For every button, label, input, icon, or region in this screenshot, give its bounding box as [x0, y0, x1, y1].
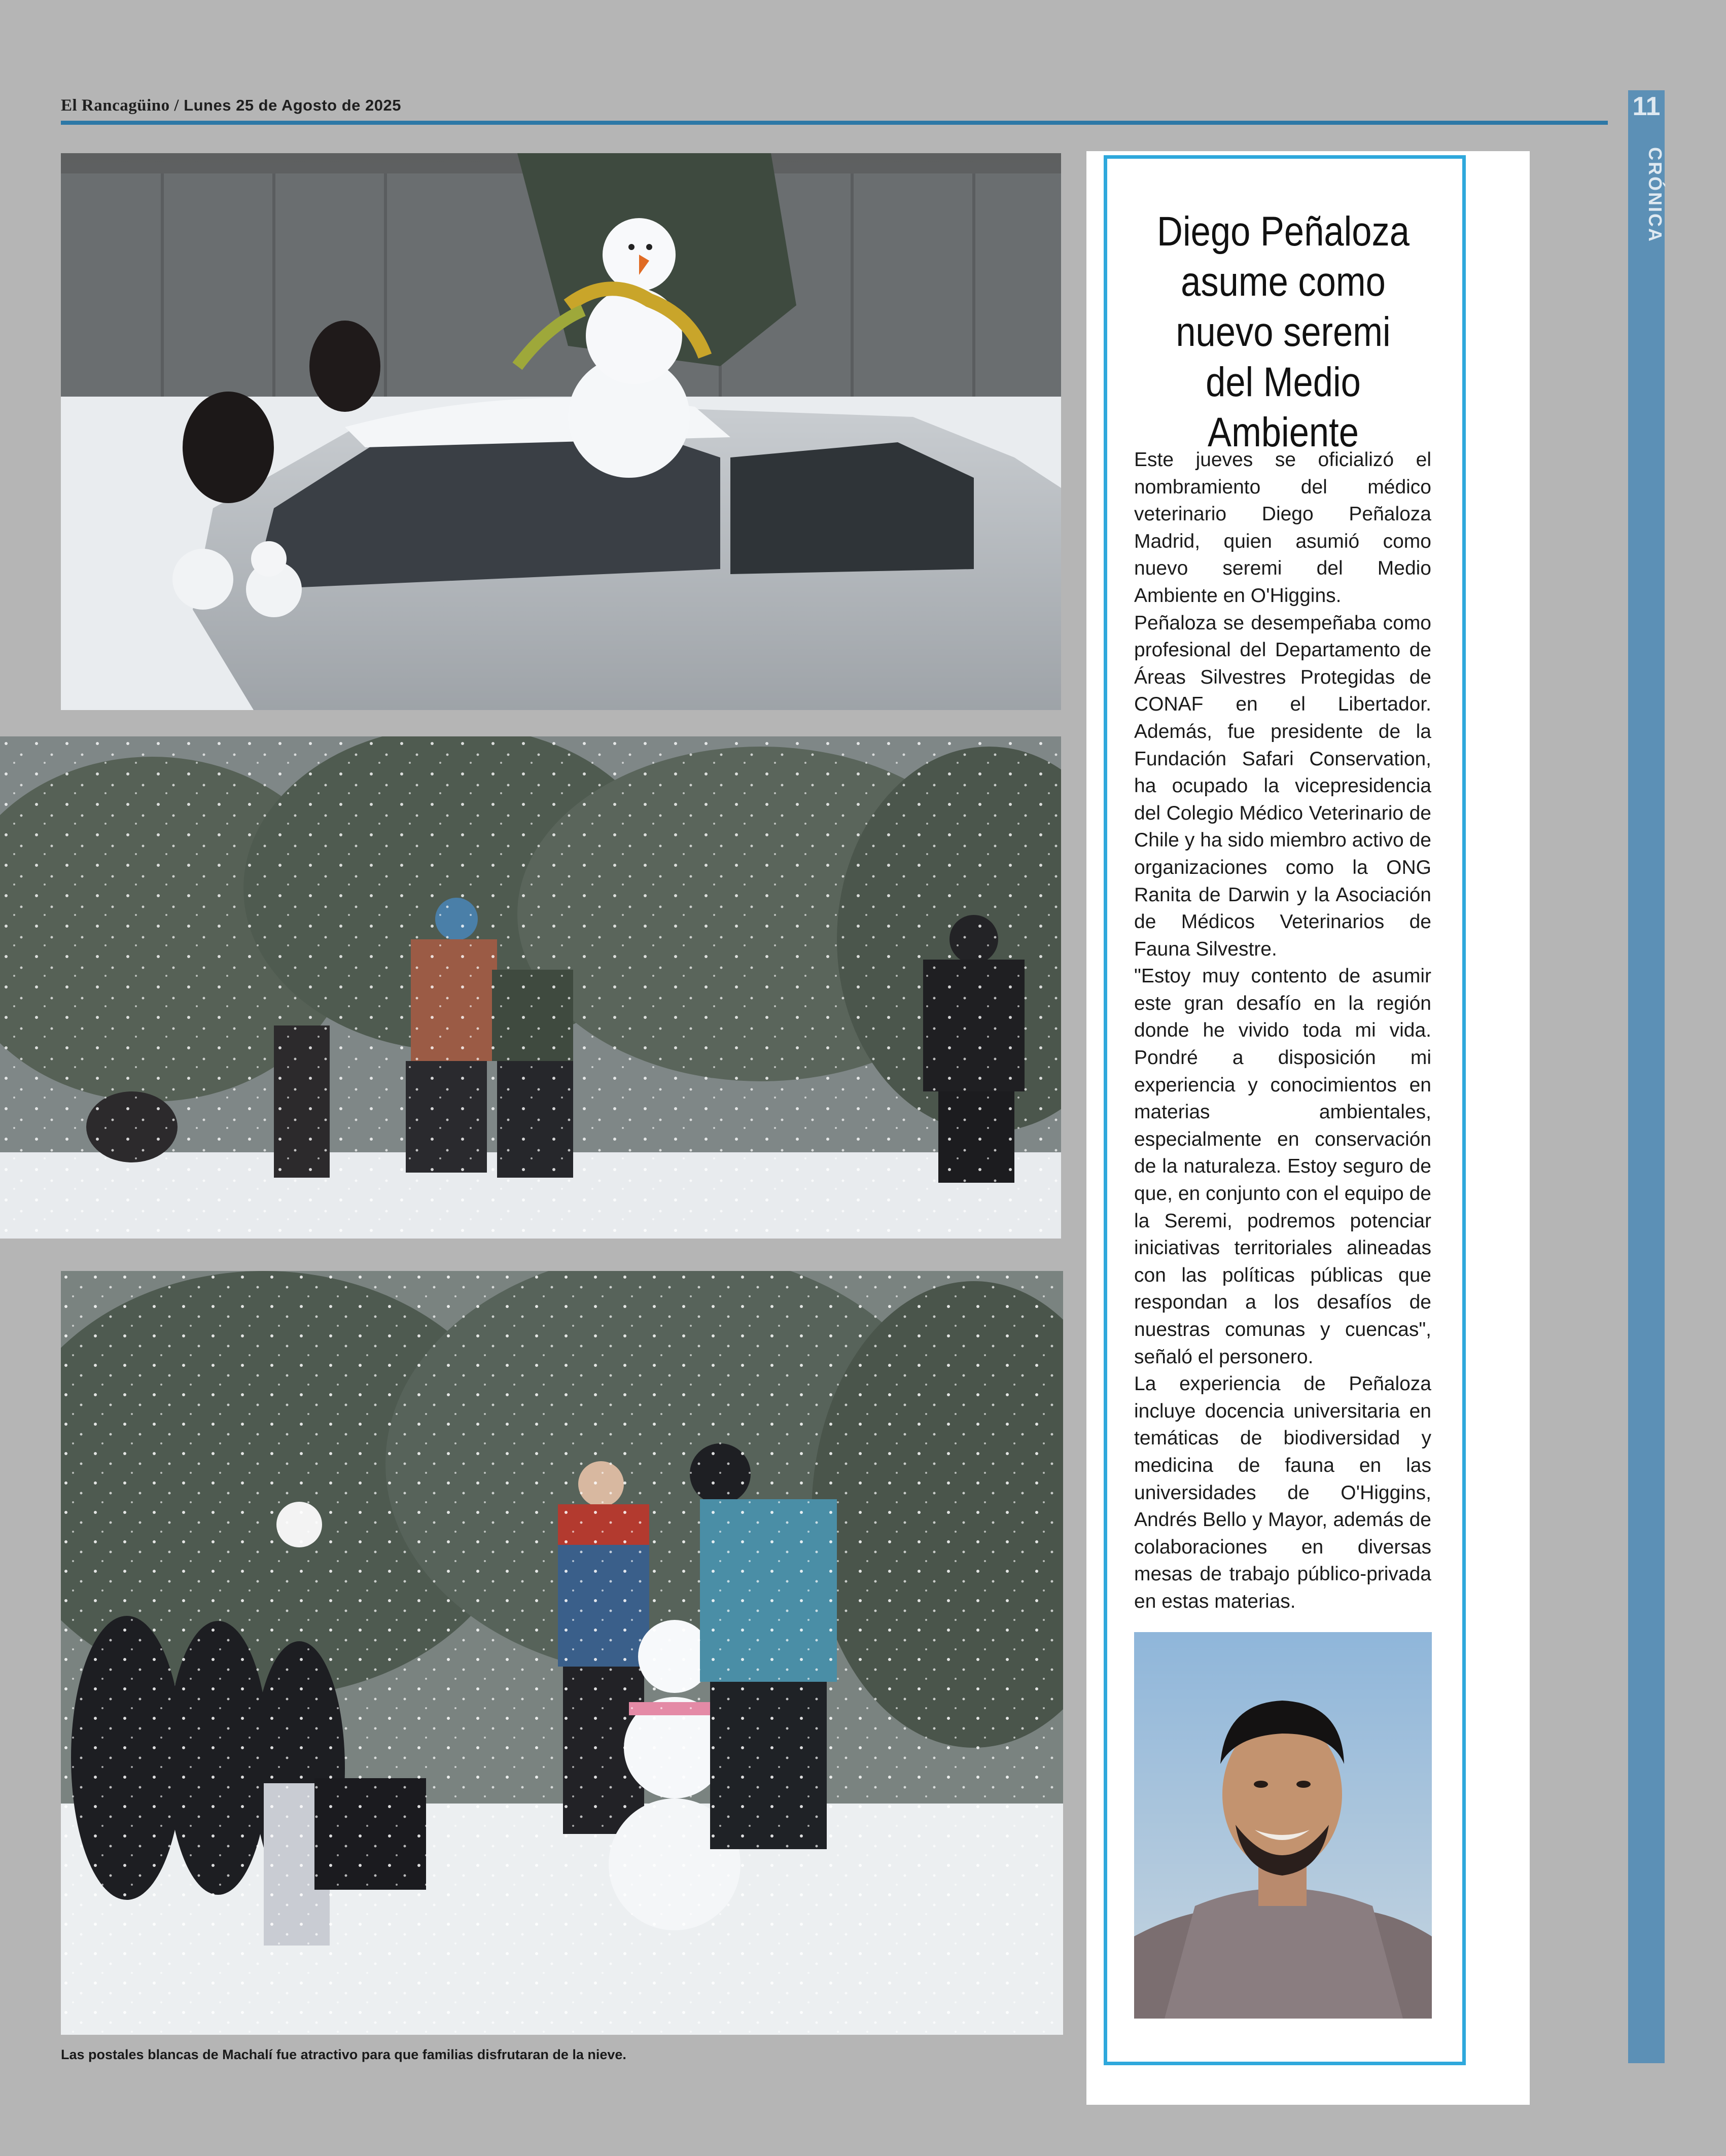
- headline-line: del Medio: [1206, 359, 1361, 405]
- publication-name: El Rancagüino /: [61, 96, 180, 115]
- article-body: [1134, 446, 1431, 1615]
- issue-date: Lunes 25 de Agosto de 2025: [184, 96, 401, 114]
- article-paragraph: Este jueves se oficializó el nombramiento del médico veterinario Diego Peñaloza Madrid, quien asumió como nuevo seremi del Medio Ambiente en O'Higgins.: [1134, 449, 1431, 607]
- header-rule: [61, 121, 1608, 125]
- article-paragraph: La experiencia de Peñaloza incluye docencia universitaria en temáticas de biodiversidad y medicina de fauna en las universidades de O'Higgins, Andrés Bello y Mayor, además de colaboraciones en diversas mesas de trabajo público-privada en estas materias.: [1134, 1373, 1431, 1612]
- headline-line: Diego Peñaloza: [1157, 208, 1410, 255]
- section-label: CRÓNICA: [1645, 147, 1666, 243]
- headline-line: Ambiente: [1208, 409, 1359, 455]
- section-side-tab: [1628, 90, 1665, 2063]
- article-paragraph: Peñaloza se desempeñaba como profesional del Departamento de Áreas Silvestres Protegidas de CONAF en el Libertador. Además, fue presidente de la Fundación Safari Conservation, ha ocupado la vicepresidencia del Colegio Médico Veterinario de Chile y ha sido miembro activo de organizaciones como la ONG Ranita de Darwin y la Asociación de Médicos Veterinarios de Fauna Silvestre.: [1134, 612, 1431, 960]
- portrait-photo: [1134, 1632, 1432, 2019]
- photo-people-in-snowfall: [0, 736, 1061, 1239]
- page-header: [61, 96, 401, 115]
- article-paragraph: "Estoy muy contento de asumir este gran desafío en la región donde he vivido toda mi vida. Pondré a disposición mi experiencia y conocimientos en materias ambientales, especialmente en conservación de la naturaleza. Estoy seguro de que, en conjunto con el equipo de la Seremi, podremos potenciar iniciativas territoriales alineadas con las políticas públicas que respondan a los desafíos de nuestras comunas y cuencas", señaló el personero.: [1134, 965, 1431, 1368]
- photo-family-building-snowman: [61, 1271, 1063, 2035]
- headline-line: asume como: [1181, 258, 1386, 305]
- article-headline: [1139, 206, 1427, 457]
- photo-caption: Las postales blancas de Machalí fue atractivo para que familias disfrutaran de la nieve.: [61, 2047, 626, 2062]
- page-number: 11: [1632, 92, 1661, 121]
- photo-snowman-on-car: [61, 153, 1061, 710]
- headline-line: nuevo seremi: [1176, 308, 1391, 355]
